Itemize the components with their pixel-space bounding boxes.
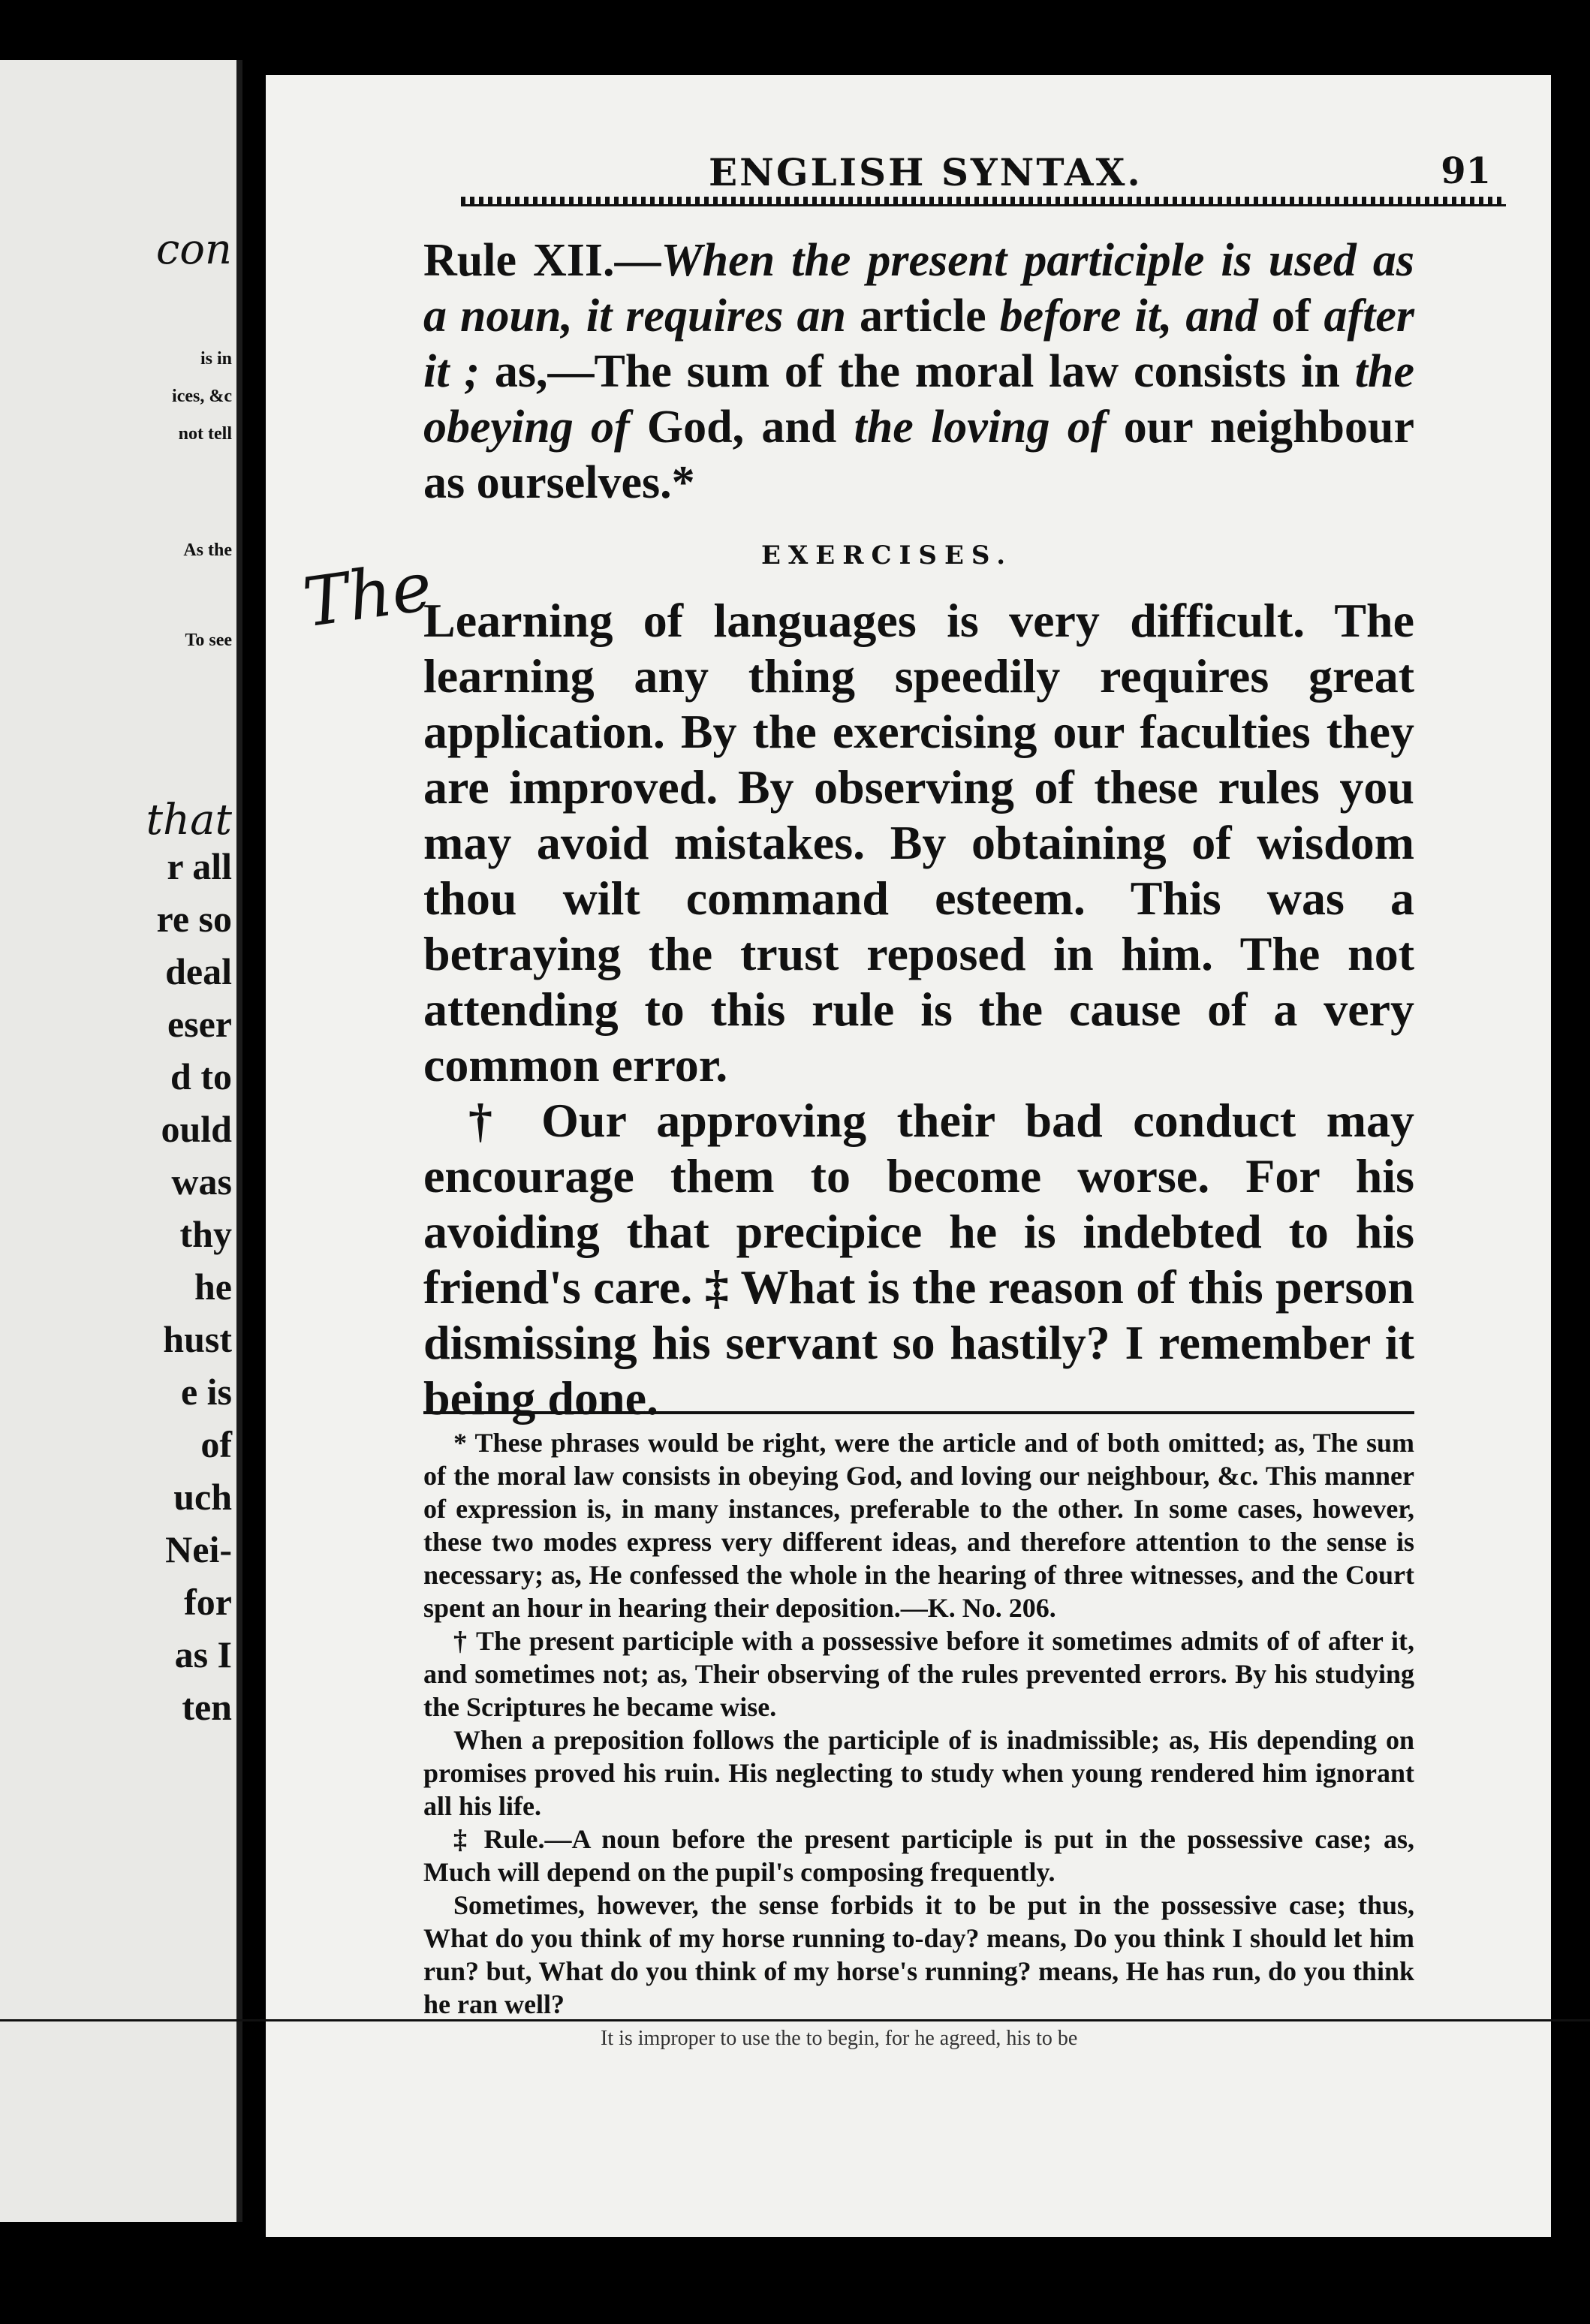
rule-italic: the obeying of	[423, 346, 1414, 453]
left-fragment: he	[194, 1266, 232, 1308]
rule-text: our neighbour as ourselves.*	[423, 402, 1415, 508]
left-fragment: ices, &c	[172, 387, 232, 406]
book-page	[266, 75, 1551, 2237]
left-fragment: hust	[163, 1318, 232, 1360]
left-fragment: r all	[167, 845, 232, 887]
exercises-heading: EXERCISES.	[761, 540, 1013, 570]
running-title: ENGLISH SYNTAX.	[709, 150, 1143, 194]
rule-italic: When the present participle is used as a noun, it requires an	[423, 235, 1415, 342]
left-fragment: con	[155, 225, 232, 274]
rule-text: as,—The sum of the moral law consists in	[479, 346, 1355, 397]
left-fragment: thy	[179, 1213, 232, 1255]
left-fragment: eser	[167, 1003, 232, 1045]
left-fragment: re so	[156, 898, 232, 940]
page-number: 91	[1441, 150, 1491, 192]
rule-label: Rule XII.—	[423, 235, 661, 286]
footnotes	[423, 1426, 1414, 2021]
left-fragment: was	[171, 1160, 232, 1203]
left-fragment: deal	[165, 950, 232, 992]
page-header	[266, 150, 1551, 203]
header-ornamental-rule	[461, 197, 1506, 206]
left-fragment: of	[200, 1423, 232, 1465]
grammar-rule	[423, 233, 1414, 510]
left-fragment: as I	[174, 1633, 232, 1675]
footnote: Sometimes, however, the sense forbids it to be put in the possessive case; thus, What do you think of my horse running to-day? means, Do you think I should let him run? but, What do you think of my horse's running? means, He has run, do you think he ran well?	[423, 1890, 1414, 2019]
left-fragment: for	[184, 1581, 232, 1623]
rule-italic: the loving of	[854, 402, 1107, 453]
rule-text: God, and	[629, 402, 854, 453]
exercise-paragraph: Learning of languages is very difficult. The learning any thing speedily requires great application. By the exercising our faculties they are improved. By observing of these rules you may avoid mistakes. By obtaining of wisdom thou wilt command esteem. This was a betraying the trust reposed in him. The not attending to this rule is the cause of a very common error.	[423, 594, 1414, 1091]
rule-text: of	[1257, 290, 1324, 342]
left-fragment: As the	[183, 540, 232, 560]
scan-line	[0, 2019, 1590, 2021]
adjacent-page-fragment	[0, 60, 242, 2222]
left-fragment: e is	[180, 1371, 232, 1413]
left-fragment: that	[146, 796, 232, 844]
left-fragment: not tell	[178, 424, 232, 444]
left-fragment: uch	[173, 1476, 232, 1518]
footnote: † The present participle with a possessive before it sometimes admits of of after it, and sometimes not; as, Their observing of the rules prevented errors. By his studying the Scriptures he became wise.	[423, 1626, 1414, 1722]
exercise-paragraph: † Our approving their bad conduct may encourage them to become worse. For his avoiding that precipice he is indebted to his friend's care. ‡ What is the reason of this person dismissing his servant so hastily? I remember it being done.	[423, 1094, 1414, 1425]
handwritten-annotation: The	[298, 546, 437, 643]
footnote: * These phrases would be right, were the article and of both omitted; as, The sum of the moral law consists in obeying God, and loving our neighbour, &c. This manner of expression is, in many instances, preferable to the other. In some cases, however, these two modes express very different ideas, and therefore attention to the sense is necessary; as, He confessed the whole in the hearing of three witnesses, and the Court spent an hour in hearing their deposition.—K. No. 206.	[423, 1428, 1414, 1623]
left-fragment: ould	[161, 1108, 232, 1150]
exercises-body	[423, 593, 1414, 1426]
rule-text: article	[845, 290, 1000, 342]
left-fragment: To see	[185, 631, 232, 650]
left-fragment: d to	[170, 1055, 232, 1097]
footnote: When a preposition follows the participle of is inadmissible; as, His depending on promises proved his ruin. His neglecting to study when young rendered him ignorant all his life.	[423, 1725, 1414, 1821]
left-fragment: Nei-	[165, 1528, 232, 1570]
left-fragment: is in	[200, 349, 232, 369]
footnote: ‡ Rule.—A noun before the present participle is put in the possessive case; as, Much will depend on the pupil's composing frequently.	[423, 1824, 1414, 1887]
rule-italic: after it ;	[423, 290, 1414, 397]
footnote-divider	[423, 1411, 1414, 1414]
rule-italic: before it, and	[999, 290, 1258, 342]
bleed-through-text: It is improper to use the to begin, for he agreed, his to be	[601, 2027, 1078, 2050]
left-fragment: ten	[182, 1686, 232, 1728]
